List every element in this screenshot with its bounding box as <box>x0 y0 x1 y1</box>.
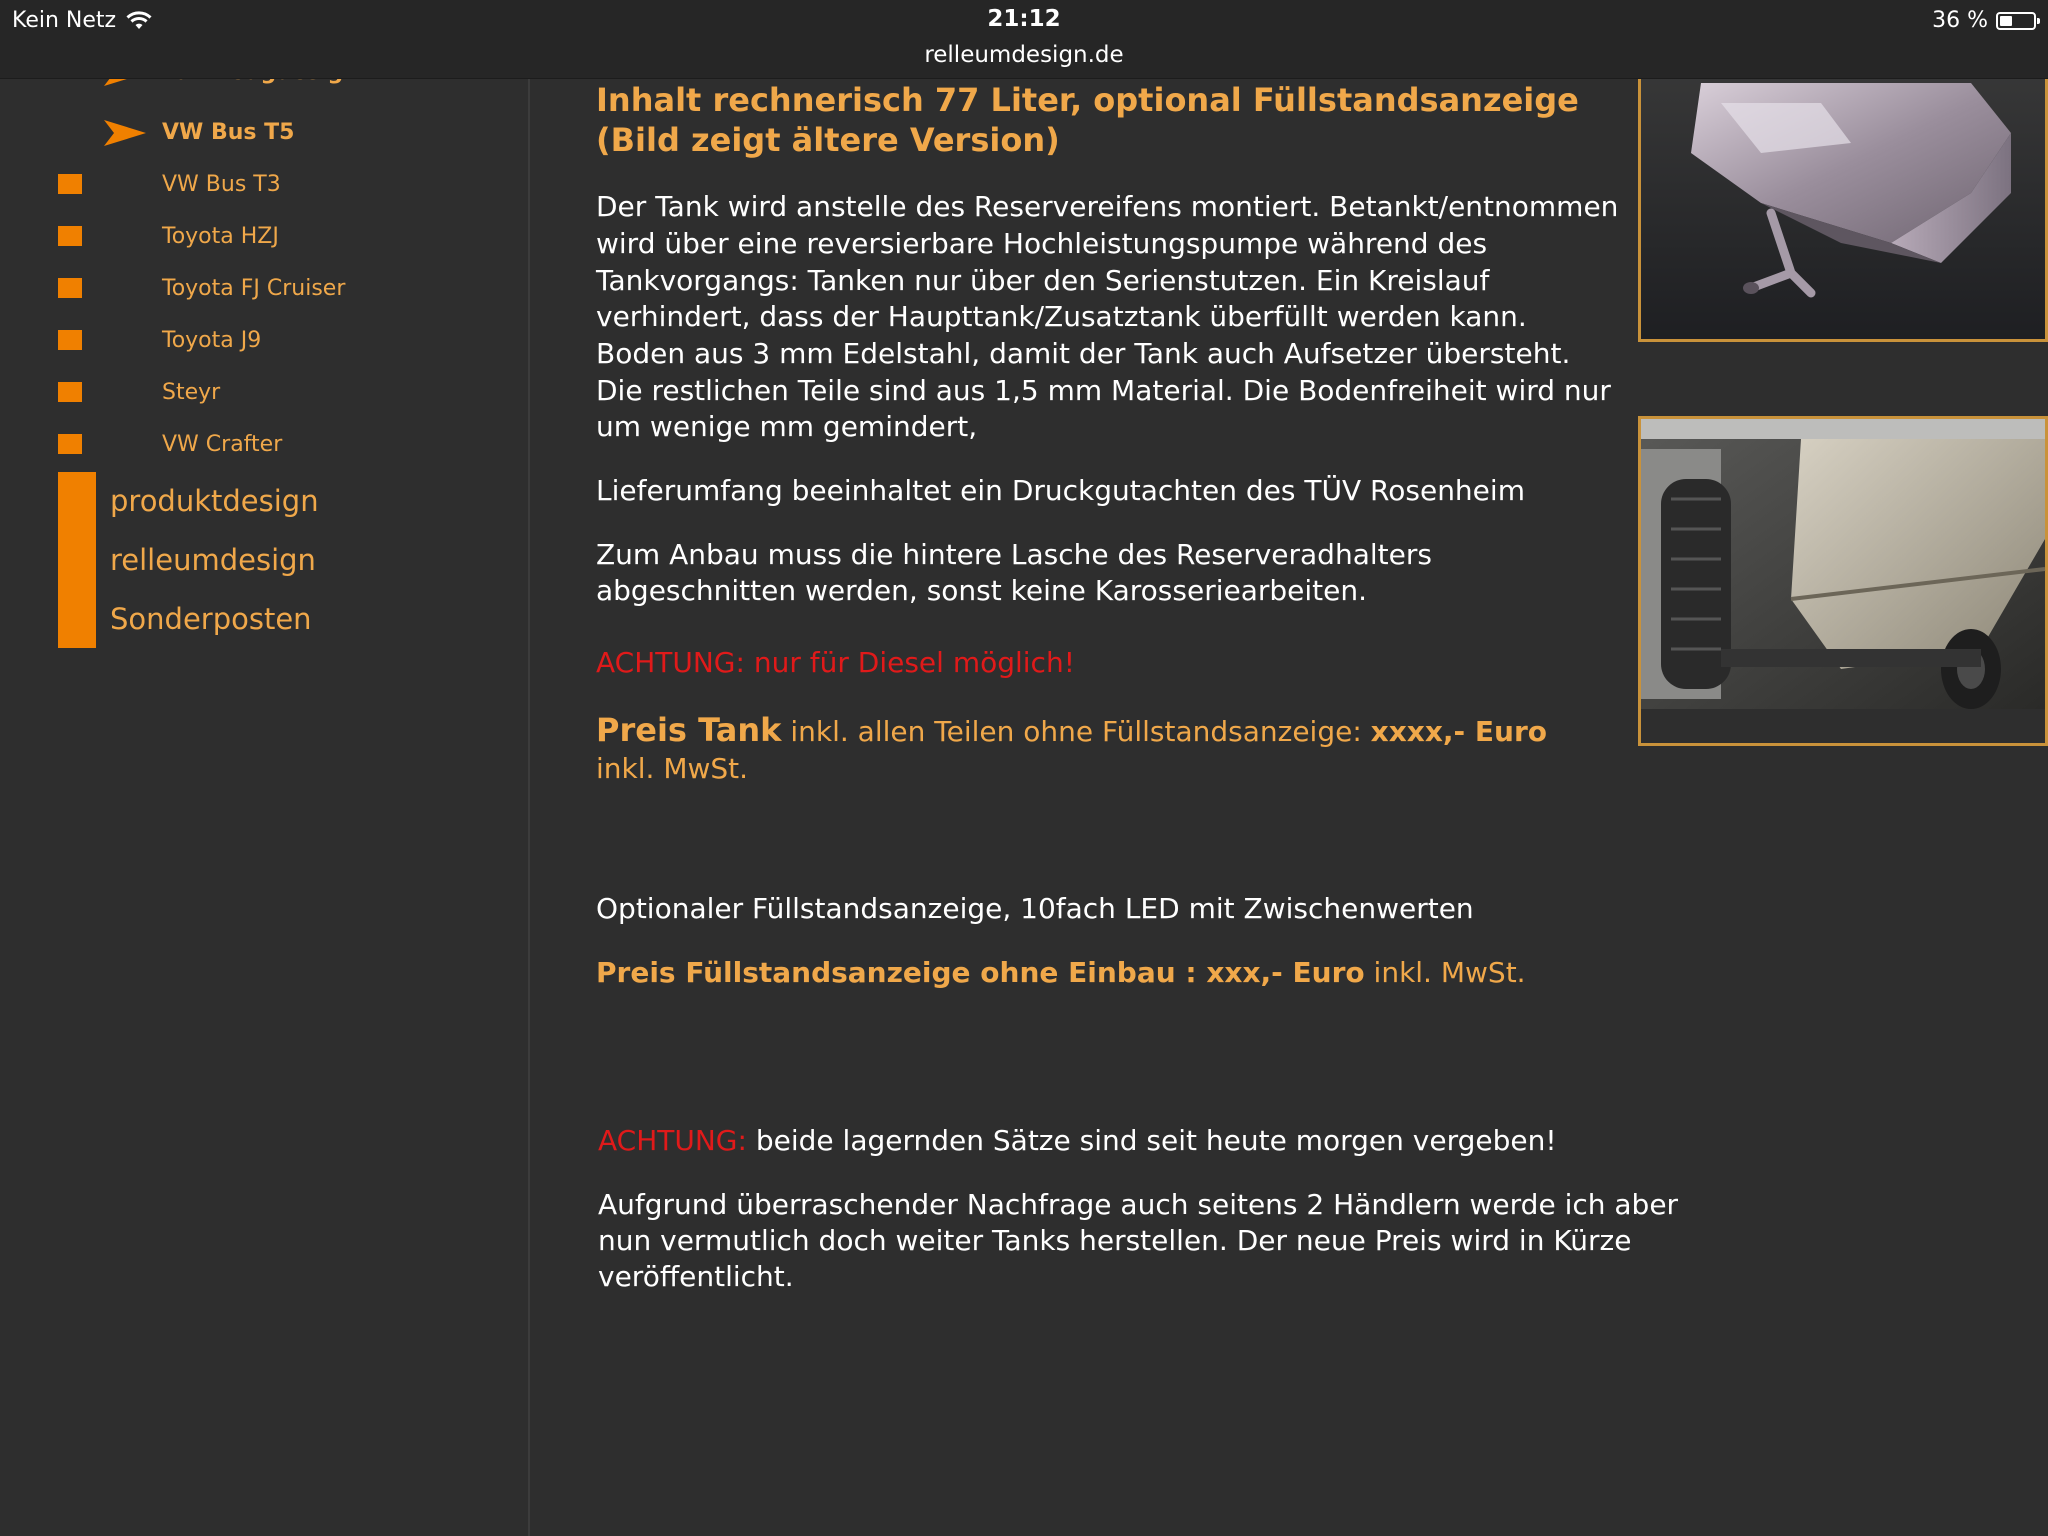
tank-mounted-image[interactable] <box>1638 416 2048 746</box>
mounted-tank-illustration <box>1641 419 2045 743</box>
sidebar-item-vw-bus-t3[interactable] <box>0 164 528 204</box>
battery-icon <box>1996 12 2036 30</box>
price-tank-line <box>596 712 1547 750</box>
sidebar-item-label: VW Crafter <box>162 432 283 457</box>
page-heading-line1: Inhalt rechnerisch 77 Liter, optional Füllstandsanzeige <box>596 81 1579 119</box>
optional-gauge-text: Optionaler Füllstandsanzeige, 10fach LED mit Zwischenwerten <box>596 892 1474 925</box>
square-bullet-icon <box>58 174 82 194</box>
sidebar-item-label: Toyota FJ Cruiser <box>162 276 346 301</box>
final-text-line: nun vermutlich doch weiter Tanks herstellen. Der neue Preis wird in Kürze <box>598 1224 1632 1257</box>
description-line: wird über eine reversierbare Hochleistungspumpe während des <box>596 227 1488 260</box>
sidebar-item-label: VW Bus T3 <box>162 172 281 197</box>
price-gauge-line <box>596 954 1526 991</box>
description-line: verhindert, dass der Haupttank/Zusatztank überfüllt werden kann. <box>596 300 1527 333</box>
sidebar-item-sonderposten[interactable]: Sonderposten <box>110 602 312 636</box>
price-gauge-label: Preis Füllstandsanzeige ohne Einbau : xxx,- Euro <box>596 956 1365 989</box>
sidebar-item-label: Steyr <box>162 380 221 405</box>
price-tank-value: xxxx,- Euro <box>1370 715 1548 748</box>
sidebar-item-label: Toyota HZJ <box>162 224 279 249</box>
final-text-line: veröffentlicht. <box>598 1260 794 1293</box>
sold-out-notice <box>598 1122 1557 1159</box>
final-text-line: Aufgrund überraschender Nachfrage auch seitens 2 Händlern werde ich aber <box>598 1188 1679 1221</box>
description-line: Boden aus 3 mm Edelstahl, damit der Tank auch Aufsetzer übersteht. <box>596 337 1571 370</box>
anbau-text-line1: Zum Anbau muss die hintere Lasche des Reserveradhalters <box>596 538 1432 571</box>
square-bullet-icon <box>58 330 82 350</box>
anbau-text-line2: abgeschnitten werden, sonst keine Karosseriearbeiten. <box>596 574 1368 607</box>
sidebar-item-produktdesign[interactable]: produktdesign <box>110 484 319 518</box>
main-nav-accent-bar <box>58 472 96 648</box>
sidebar-item-label: Toyota J9 <box>162 328 262 353</box>
battery-percent: 36 % <box>1932 8 1988 33</box>
sidebar-nav <box>0 78 530 1536</box>
carrier-label: Kein Netz <box>12 8 117 33</box>
description-line: um wenige mm gemindert, <box>596 410 978 443</box>
description-line: Tankvorgangs: Tanken nur über den Serienstutzen. Ein Kreislauf <box>596 264 1490 297</box>
square-bullet-icon <box>58 226 82 246</box>
sidebar-item-vw-crafter[interactable] <box>0 424 528 464</box>
tank-illustration <box>1641 43 2045 339</box>
status-bar <box>0 0 2048 79</box>
sidebar-item-relleumdesign[interactable]: relleumdesign <box>110 543 316 577</box>
price-tank-label: Preis Tank <box>596 711 782 749</box>
sidebar-item-toyota-j9[interactable] <box>0 320 528 360</box>
page-heading-line2: (Bild zeigt ältere Version) <box>596 121 1060 159</box>
sidebar-item-toyota-hzj[interactable] <box>0 216 528 256</box>
description-line: Die restlichen Teile sind aus 1,5 mm Material. Die Bodenfreiheit wird nur <box>596 374 1611 407</box>
status-right <box>1932 8 2036 33</box>
lieferumfang-text: Lieferumfang beeinhaltet ein Druckgutachten des TÜV Rosenheim <box>596 474 1525 507</box>
sidebar-item-steyr[interactable] <box>0 372 528 412</box>
achtung-text: beide lagernden Sätze sind seit heute morgen vergeben! <box>746 1124 1557 1157</box>
achtung-label: ACHTUNG: <box>598 1124 747 1157</box>
sidebar-item-toyota-fj-cruiser[interactable] <box>0 268 528 308</box>
square-bullet-icon <box>58 382 82 402</box>
battery-fill <box>2000 16 2012 26</box>
sidebar-item-label: VW Bus T5 <box>162 120 295 145</box>
price-tank-desc: inkl. allen Teilen ohne Füllstandsanzeige: <box>781 715 1371 748</box>
square-bullet-icon <box>58 434 82 454</box>
diesel-warning: ACHTUNG: nur für Diesel möglich! <box>596 646 1075 679</box>
description-line: Der Tank wird anstelle des Reservereifens montiert. Betankt/entnommen <box>596 190 1619 223</box>
arrow-right-icon <box>104 118 146 148</box>
price-tank-tax: inkl. MwSt. <box>596 752 749 785</box>
square-bullet-icon <box>58 278 82 298</box>
sidebar-item-vw-bus-t5[interactable] <box>0 112 528 152</box>
price-gauge-tax: inkl. MwSt. <box>1364 956 1526 989</box>
battery-tip <box>2037 18 2040 24</box>
status-time: 21:12 <box>987 6 1061 32</box>
address-bar-url[interactable]: relleumdesign.de <box>924 42 1124 68</box>
tank-product-image[interactable] <box>1638 40 2048 342</box>
